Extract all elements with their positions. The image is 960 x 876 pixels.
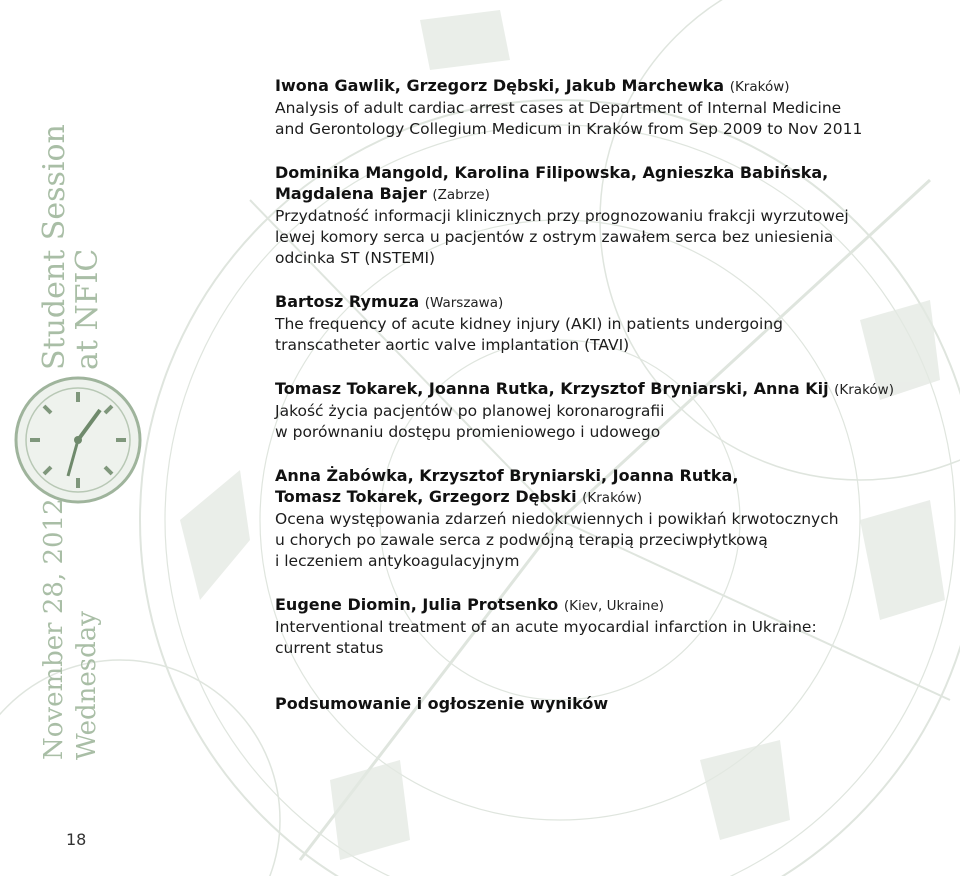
author-names: Tomasz Tokarek, Joanna Rutka, Krzysztof Bryniarski, Anna Kij xyxy=(275,379,829,398)
title-line: Jakość życia pacjentów po planowej koronarografii xyxy=(275,402,665,420)
program-entry xyxy=(275,594,935,659)
title-line: odcinka ST (NSTEMI) xyxy=(275,249,436,267)
clock-icon xyxy=(16,378,140,502)
author-line: Dominika Mangold, Karolina Filipowska, Agnieszka Babińska, xyxy=(275,163,829,182)
program-entry xyxy=(275,162,935,269)
entry-affiliation: (Kraków) xyxy=(582,490,642,506)
program-entry xyxy=(275,378,935,443)
author-line xyxy=(275,594,935,617)
entry-title xyxy=(275,98,935,140)
author-line xyxy=(275,378,935,401)
entry-affiliation: (Kraków) xyxy=(834,382,894,398)
session-label xyxy=(38,0,118,370)
entry-affiliation: (Warszawa) xyxy=(424,295,504,311)
session-date: November 28, 2012 xyxy=(39,498,69,760)
date-label xyxy=(38,500,118,760)
page-number: 18 xyxy=(66,830,87,849)
author-names: Magdalena Bajer xyxy=(275,184,427,203)
program-list xyxy=(275,75,935,681)
title-line: lewej komory serca u pacjentów z ostrym zawałem serca bez uniesienia xyxy=(275,228,834,246)
title-line: w porównaniu dostępu promieniowego i udowego xyxy=(275,423,661,441)
author-names: Iwona Gawlik, Grzegorz Dębski, Jakub Marchewka xyxy=(275,76,725,95)
title-line: Przydatność informacji klinicznych przy prognozowaniu frakcji wyrzutowej xyxy=(275,207,849,225)
entry-authors xyxy=(275,162,935,206)
title-line: Ocena występowania zdarzeń niedokrwiennych i powikłań krwotocznych xyxy=(275,510,839,528)
title-line: Analysis of adult cardiac arrest cases at Department of Internal Medicine xyxy=(275,99,842,117)
closing-item: Podsumowanie i ogłoszenie wyników xyxy=(275,694,609,713)
entry-title xyxy=(275,401,935,443)
title-line: u chorych po zawale serca z podwójną terapią przeciwpłytkową xyxy=(275,531,768,549)
entry-authors xyxy=(275,378,935,401)
entry-affiliation: (Kiev, Ukraine) xyxy=(563,598,665,614)
title-line: i leczeniem antykoagulacyjnym xyxy=(275,552,520,570)
title-line: Interventional treatment of an acute myocardial infarction in Ukraine: xyxy=(275,618,817,636)
author-line: Anna Żabówka, Krzysztof Bryniarski, Joanna Rutka, xyxy=(275,466,739,485)
author-names: Eugene Diomin, Julia Protsenko xyxy=(275,595,559,614)
title-line: The frequency of acute kidney injury (AKI) in patients undergoing xyxy=(275,315,783,333)
entry-title xyxy=(275,509,935,572)
author-line xyxy=(275,75,935,98)
title-line: current status xyxy=(275,639,384,657)
program-entry xyxy=(275,291,935,356)
entry-title xyxy=(275,206,935,269)
session-weekday: Wednesday xyxy=(72,611,102,760)
entry-affiliation: (Kraków) xyxy=(729,79,790,95)
entry-authors xyxy=(275,75,935,98)
author-line xyxy=(275,291,935,314)
program-entry xyxy=(275,465,935,572)
entry-title xyxy=(275,617,935,659)
author-line xyxy=(275,486,935,509)
program-entry xyxy=(275,75,935,140)
author-line xyxy=(275,183,935,206)
session-title: Student Session xyxy=(37,124,72,370)
entry-title xyxy=(275,314,935,356)
entry-authors xyxy=(275,465,935,509)
entry-authors xyxy=(275,594,935,617)
title-line: transcatheter aortic valve implantation (TAVI) xyxy=(275,336,630,354)
title-line: and Gerontology Collegium Medicum in Kraków from Sep 2009 to Nov 2011 xyxy=(275,120,863,138)
entry-authors xyxy=(275,291,935,314)
session-venue: at NFIC xyxy=(70,248,105,370)
author-names: Bartosz Rymuza xyxy=(275,292,420,311)
author-names: Tomasz Tokarek, Grzegorz Dębski xyxy=(275,487,577,506)
entry-affiliation: (Zabrze) xyxy=(432,187,490,203)
